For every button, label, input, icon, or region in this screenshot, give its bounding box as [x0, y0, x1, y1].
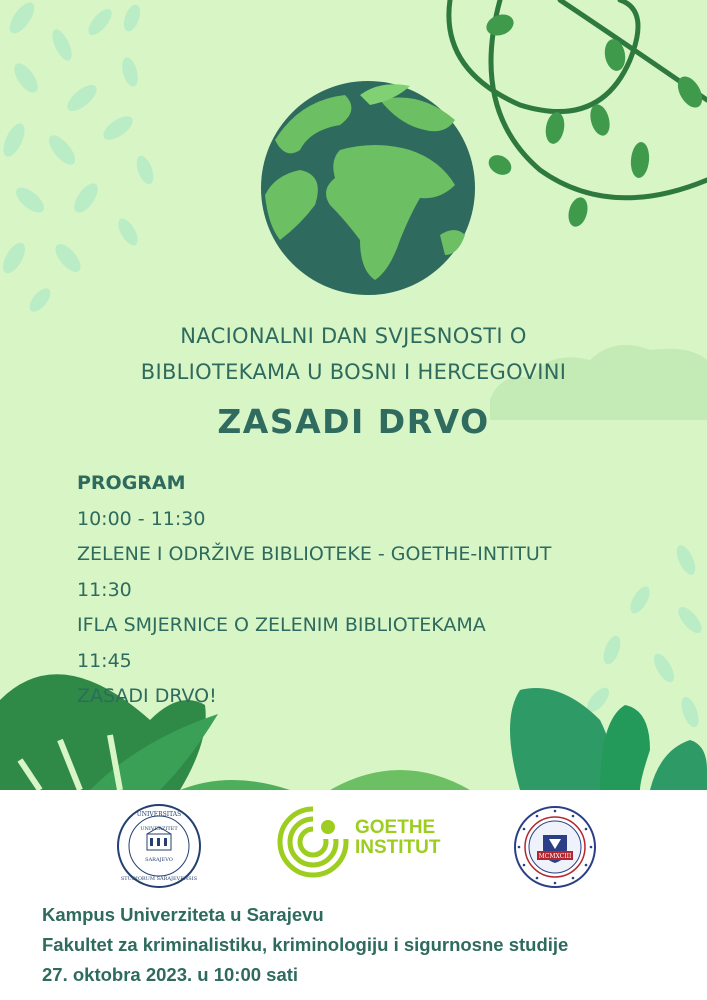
- program-title: PROGRAM: [77, 472, 186, 494]
- faculty-criminalistics-logo: [513, 805, 597, 889]
- goethe-line-2: INSTITUT: [355, 837, 441, 858]
- leaf-pattern-left: [0, 0, 157, 315]
- goethe-institut-logo-icon: [276, 805, 350, 879]
- seal-bottom-text: STUDIORUM SARAJEVENSIS: [120, 876, 198, 882]
- program-line: 11:45: [77, 649, 132, 672]
- event-heading: [0, 318, 707, 390]
- bush-shape: [180, 780, 290, 790]
- footer-line-2: Fakultet za kriminalistiku, kriminologiju i sigurnosne studije: [42, 934, 569, 955]
- seal-mid-text: UNIVERZITET: [140, 826, 178, 832]
- leaf-pattern-right: [583, 543, 706, 730]
- goethe-line-1: GOETHE: [355, 817, 436, 838]
- program-line: 10:00 - 11:30: [77, 507, 206, 530]
- seal-mid2-text: SARAJEVO: [145, 857, 173, 863]
- program-line: 11:30: [77, 578, 132, 601]
- heading-line-1: NACIONALNI DAN SVJESNOSTI O: [180, 324, 527, 348]
- globe-illustration: [261, 81, 475, 295]
- seal-top-text: UNIVERSITAS: [136, 811, 182, 818]
- footer-line-1: Kampus Univerziteta u Sarajevu: [42, 904, 324, 925]
- heading-line-2: BIBLIOTEKAMA U BOSNI I HERCEGOVINI: [140, 360, 567, 384]
- university-sarajevo-logo: [116, 803, 202, 889]
- goethe-institut-wordmark: [355, 818, 441, 858]
- program-line: ZASADI DRVO!: [77, 685, 217, 707]
- seal-banner-text: MCMXCIII: [538, 853, 572, 860]
- footer-line-3: 27. oktobra 2023. u 10:00 sati: [42, 964, 299, 985]
- event-location-details: [42, 900, 568, 990]
- bush-shape: [330, 770, 470, 790]
- program-line: IFLA SMJERNICE O ZELENIM BIBLIOTEKAMA: [77, 614, 486, 636]
- program-list: [77, 466, 551, 715]
- event-title: ZASADI DRVO: [217, 402, 490, 441]
- program-line: ZELENE I ODRŽIVE BIBLIOTEKE - GOETHE-INTITUT: [77, 543, 552, 565]
